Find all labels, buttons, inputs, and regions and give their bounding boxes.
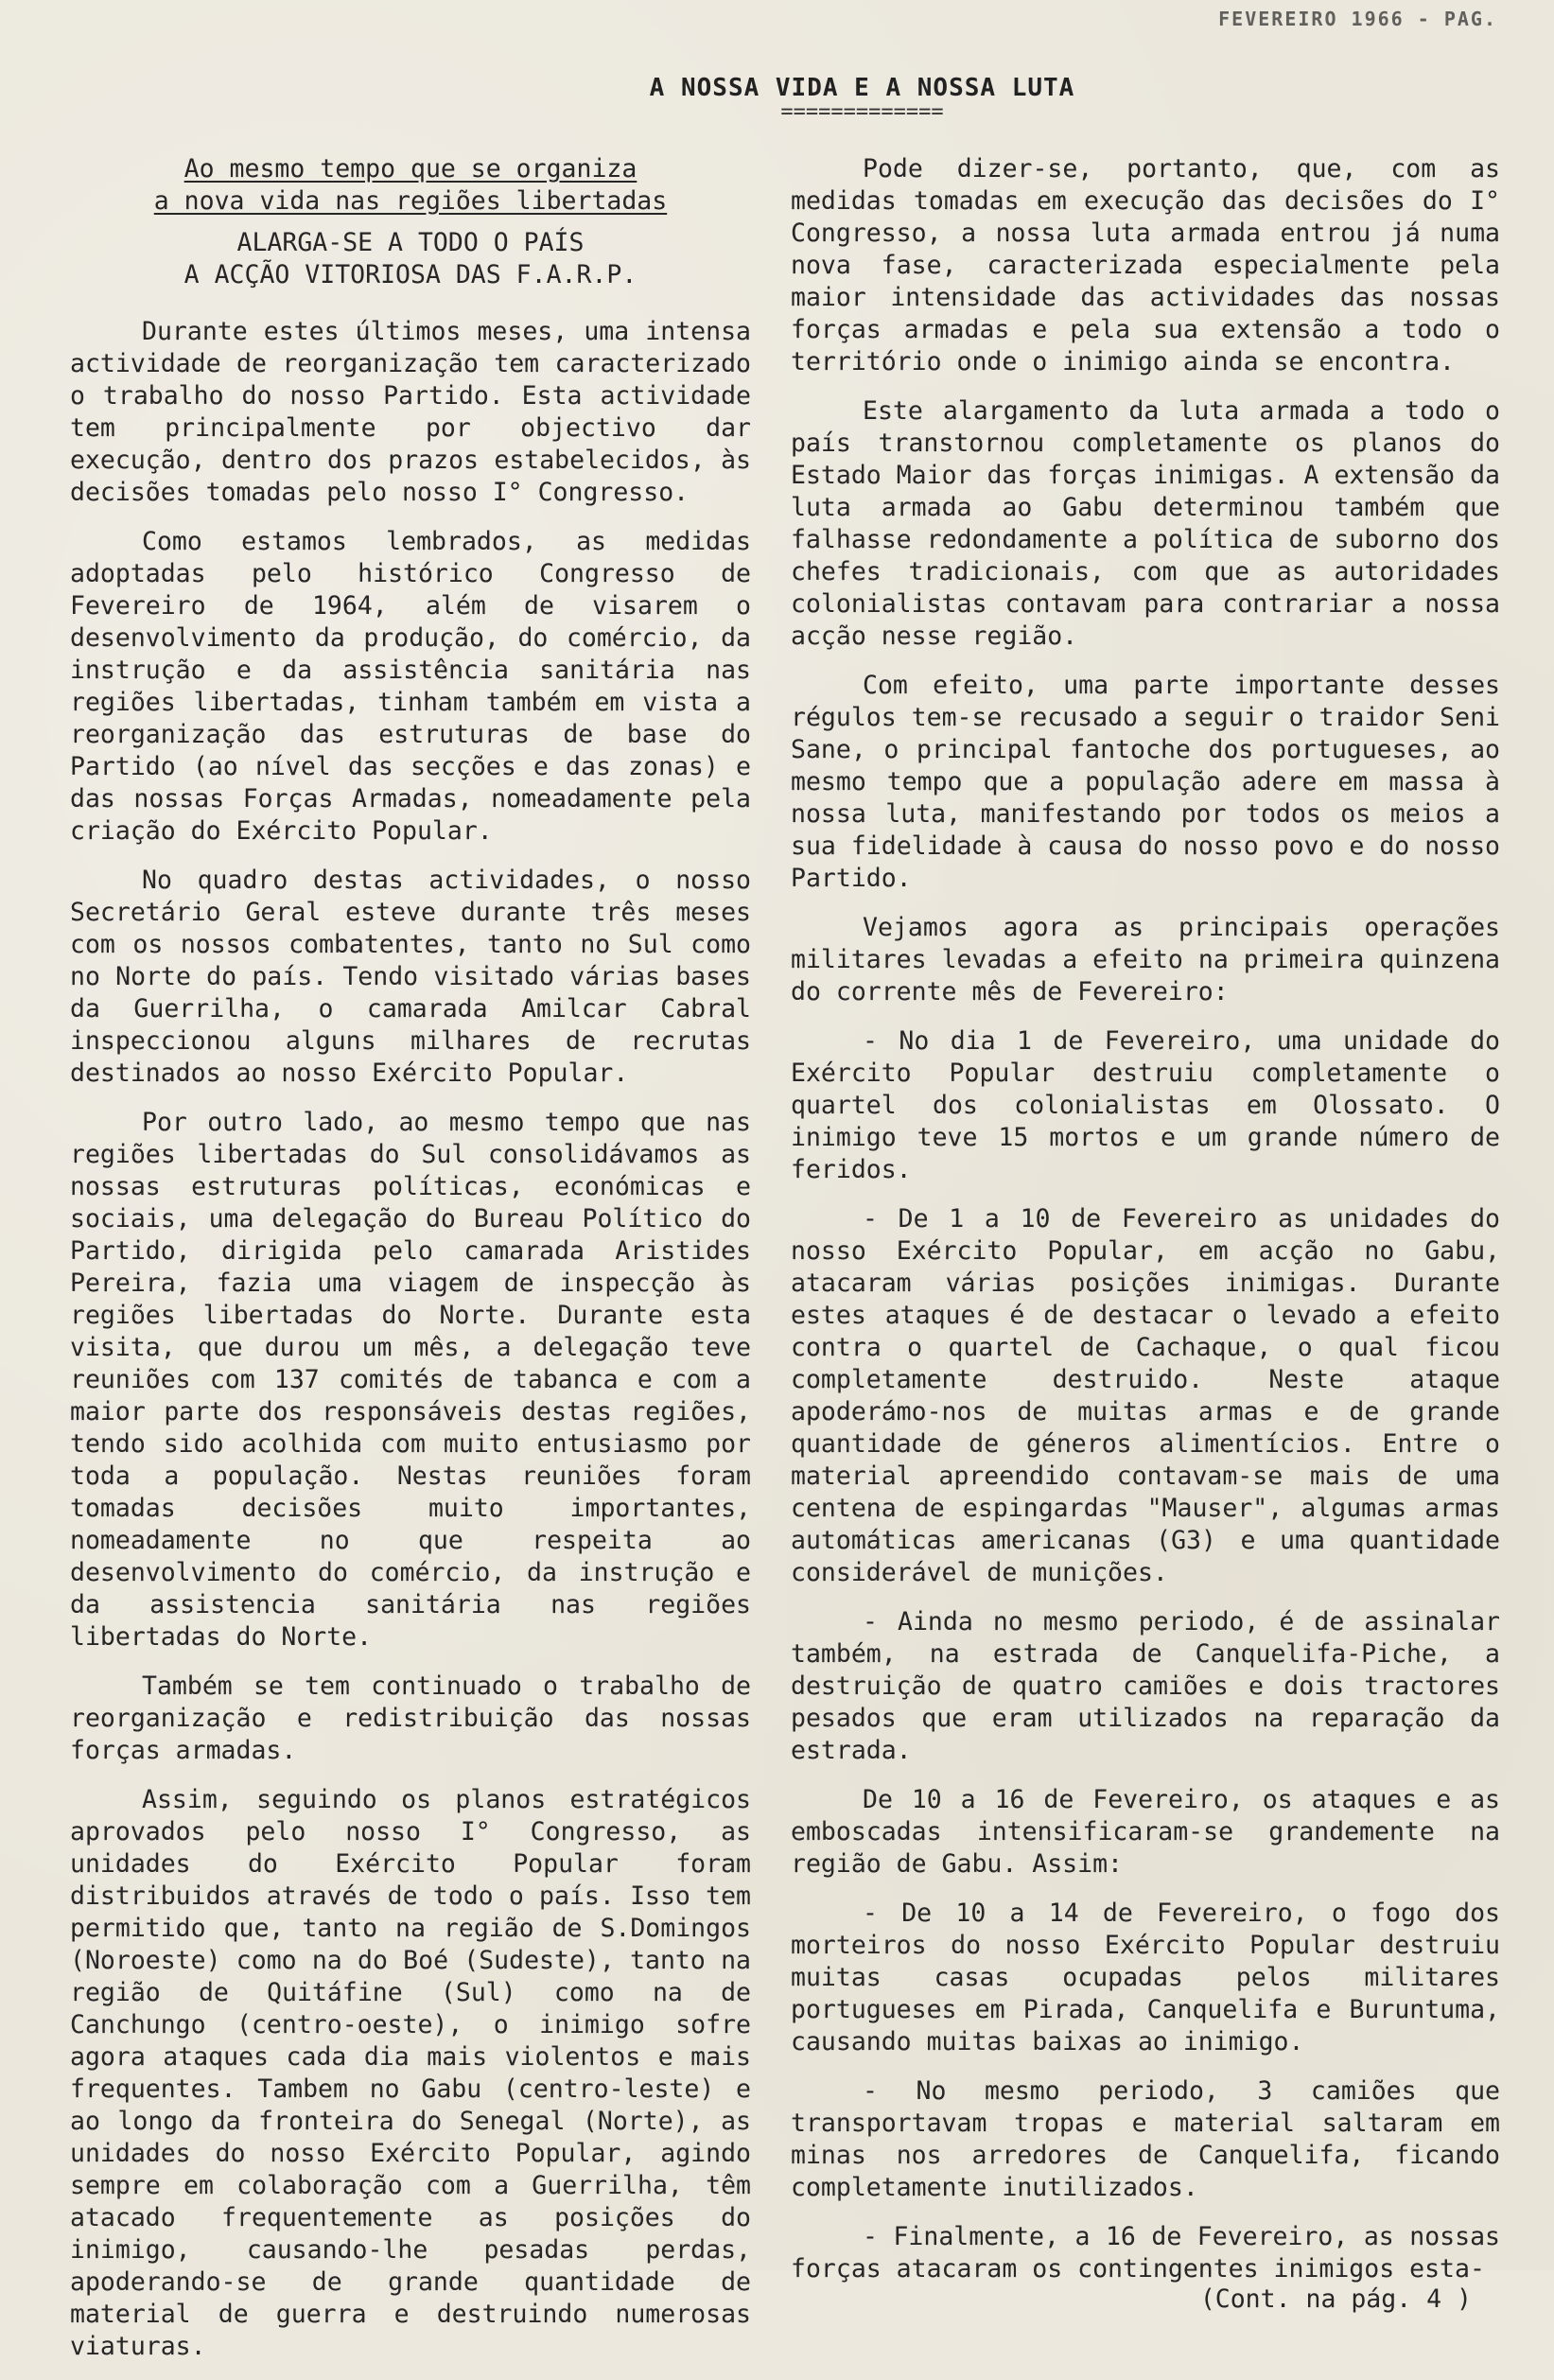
paragraph: Durante estes últimos meses, uma intensa actividade de reorganização tem caracterizado o trabalho do nosso Partido. Esta actividade tem principalmente por objectivo dar execução, dentro dos prazos estabelecidos, às decisões tomadas pelo nosso I° Congresso. [70, 317, 751, 507]
paragraph: Com efeito, uma parte importante desses régulos tem-se recusado a seguir o traidor Seni Sane, o principal fantoche dos portugueses, ao mesmo tempo que a população adere em massa à nossa luta, manifestando por todos os meios a sua fidelidade à causa do nosso povo e do nosso Partido. [791, 671, 1500, 893]
left-column [70, 153, 751, 2380]
masthead [0, 74, 1554, 124]
operation-item: - Ainda no mesmo periodo, é de assinalar também, na estrada de Canquelifa-Piche, a destruição de quatro camiões e dois tractores pesados que eram utilizados na reparação da estrada. [791, 1607, 1500, 1765]
paragraph: Pode dizer-se, portanto, que, com as medidas tomadas em execução das decisões do I° Congresso, a nossa luta armada entrou já numa nova fase, caracterizada especialmente pela maior intensidade das actividades das nossas forças armadas e pela sua extensão a todo o território onde o inimigo ainda se encontra. [791, 154, 1500, 376]
operation-item: - De 10 a 14 de Fevereiro, o fogo dos morteiros do nosso Exército Popular destruiu muitas casas ocupadas pelos militares portugueses em Pirada, Canquelifa e Buruntuma, causando muitas baixas ao inimigo. [791, 1899, 1500, 2056]
section-title-rule: ============= [780, 100, 944, 124]
operation-item: - Finalmente, a 16 de Fevereiro, as nossas forças atacaram os contingentes inimigos esta- [791, 2222, 1500, 2284]
paragraph: Assim, seguindo os planos estratégicos aprovados pelo nosso I° Congresso, as unidades do Exército Popular foram distribuidos através de todo o país. Isso tem permitido que, tanto na região de S.Domingos (Noroeste) como na do Boé (Sudeste), tanto na região de Quitáfine (Sul) como na de Canchungo (centro-oeste), o inimigo sofre agora ataques cada dia mais violentos e mais frequentes. Tambem no Gabu (centro-leste) e ao longo da fronteira do Senegal (Norte), as unidades do nosso Exército Popular, agindo sempre em colaboração com a Guerrilha, têm atacado frequentemente as posições do inimigo, causando-lhe pesadas perdas, apoderando-se de grande quantidade de material de guerra e destruindo numerosas viaturas. [70, 1785, 751, 2361]
paragraph: De 10 a 16 de Fevereiro, os ataques e as emboscadas intensificaram-se grandemente na região de Gabu. Assim: [791, 1785, 1500, 1879]
continuation-note: (Cont. na pág. 4 ) [1199, 2284, 1472, 2314]
right-column [791, 153, 1500, 2316]
headline-line-2: a nova vida nas regiões libertadas [153, 186, 668, 216]
operation-item: - No mesmo periodo, 3 camiões que transportavam tropas e material saltaram em minas nos arredores de Canquelifa, ficando completamente inutilizados. [791, 2076, 1500, 2202]
headline-line-4: A ACÇÃO VITORIOSA DAS F.A.R.P. [183, 260, 637, 289]
paragraph: Este alargamento da luta armada a todo o país transtornou completamente os planos do Estado Maior das forças inimigas. A extensão da luta armada ao Gabu determinou também que falhasse redondamente a política de suborno dos chefes tradicionais, com que as autoridades colonialistas contavam para contrariar a nossa acção nesse região. [791, 396, 1500, 651]
paragraph: No quadro destas actividades, o nosso Secretário Geral esteve durante três meses com os nossos combatentes, tanto no Sul como no Norte do país. Tendo visitado várias bases da Guerrilha, o camarada Amilcar Cabral inspeccionou alguns milhares de recrutas destinados ao nosso Exército Popular. [70, 866, 751, 1088]
paragraph: Vejamos agora as principais operações militares levadas a efeito na primeira quinzena do corrente mês de Fevereiro: [791, 913, 1500, 1006]
paragraph: Por outro lado, ao mesmo tempo que nas regiões libertadas do Sul consolidávamos as nossas estruturas políticas, económicas e sociais, uma delegação do Bureau Político do Partido, dirigida pelo camarada Aristides Pereira, fazia uma viagem de inspecção às regiões libertadas do Norte. Durante esta visita, que durou um mês, a delegação teve reuniões com 137 comités de tabanca e com a maior parte dos responsáveis destas regiões, tendo sido acolhida com muito entusiasmo por toda a população. Nestas reuniões foram tomadas decisões muito importantes, nomeadamente no que respeita ao desenvolvimento do comércio, da instrução e da assistencia sanitária nas regiões libertadas do Norte. [70, 1108, 751, 1652]
operation-item: - De 1 a 10 de Fevereiro as unidades do nosso Exército Popular, em acção no Gabu, atacaram várias posições inimigas. Durante estes ataques é de destacar o levado a efeito contra o quartel de Cachaque, o qual ficou completamente destruido. Neste ataque apoderámo-nos de muitas armas e de grande quantidade de géneros alimentícios. Entre o material apreendido contavam-se mais de uma centena de espingardas "Mauser", algumas armas automáticas americanas (G3) e uma quantidade considerável de munições. [791, 1204, 1500, 1587]
headline-line-1: Ao mesmo tempo que se organiza [183, 154, 637, 184]
paragraph: Como estamos lembrados, as medidas adoptadas pelo histórico Congresso de Fevereiro de 1964, além de visarem o desenvolvimento da produção, do comércio, da instrução e da assistência sanitária nas regiões libertadas, tinham também em vista a reorganização das estruturas de base do Partido (ao nível das secções e das zonas) e das nossas Forças Armadas, nomeadamente pela criação do Exército Popular. [70, 527, 751, 846]
page-marker: FEVEREIRO 1966 - PAG. [1218, 8, 1497, 30]
headline-line-3: ALARGA-SE A TODO O PAÍS [236, 228, 585, 257]
paragraph: Também se tem continuado o trabalho de reorganização e redistribuição das nossas forças armadas. [70, 1671, 751, 1765]
operation-item: - No dia 1 de Fevereiro, uma unidade do Exército Popular destruiu completamente o quartel dos colonialistas em Olossato. O inimigo teve 15 mortos e um grande número de feridos. [791, 1026, 1500, 1184]
article-headline [70, 153, 751, 291]
section-title: A NOSSA VIDA E A NOSSA LUTA [649, 74, 1075, 102]
